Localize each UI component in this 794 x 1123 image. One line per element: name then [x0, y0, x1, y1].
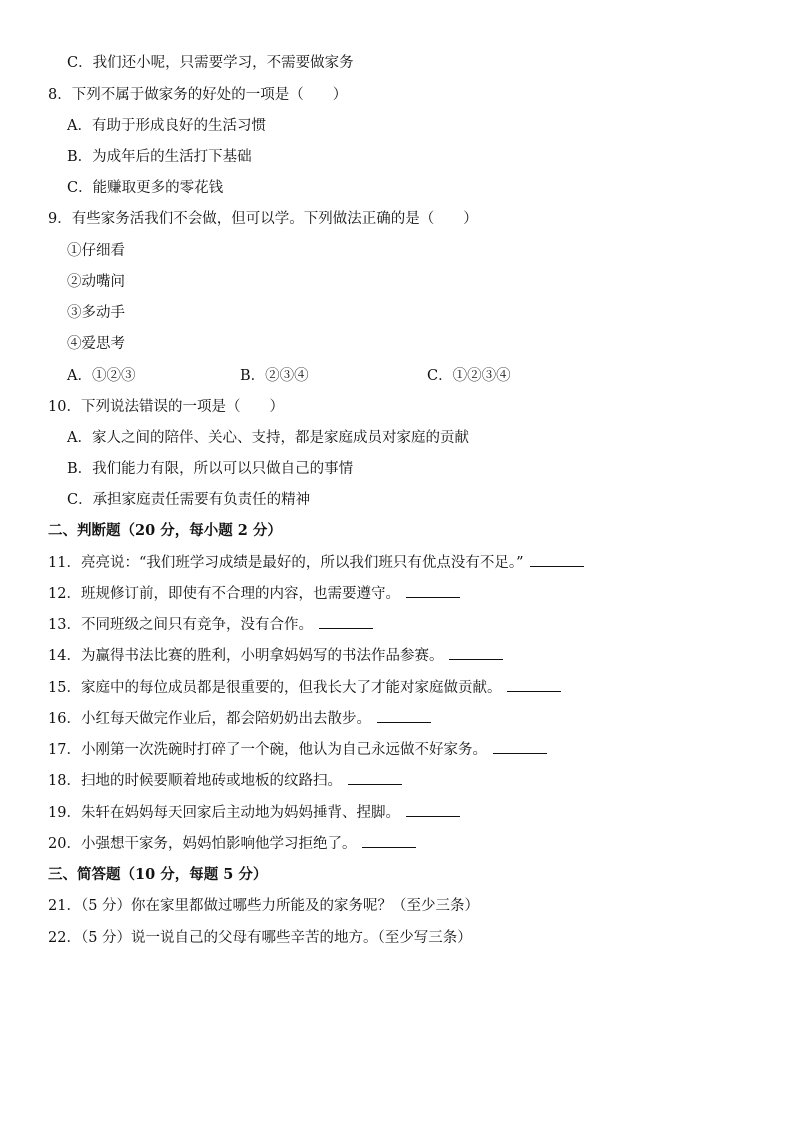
q9-item-4: ④爱思考 [67, 336, 125, 352]
question-15 [48, 678, 561, 698]
question-13 [48, 615, 373, 635]
question-17-text: 17．小刚第一次洗碗时打碎了一个碗，他认为自己永远做不好家务。 [48, 742, 487, 758]
question-18-text: 18．扫地的时候要顺着地砖或地板的纹路扫。 [48, 773, 342, 789]
answer-blank-12[interactable] [406, 596, 460, 598]
question-19 [48, 803, 460, 823]
question-17 [48, 740, 547, 760]
question-18 [48, 771, 402, 791]
section-3-heading: 三、简答题（10 分，每题 5 分） [48, 866, 268, 883]
q10-option-c: C．承担家庭责任需要有负责任的精神 [67, 492, 311, 508]
q8-option-c: C．能赚取更多的零花钱 [67, 180, 224, 196]
question-15-text: 15．家庭中的每位成员都是很重要的，但我长大了才能对家庭做贡献。 [48, 680, 502, 696]
question-12-text: 12．班规修订前，即使有不合理的内容，也需要遵守。 [48, 586, 400, 602]
question-20-text: 20．小强想干家务，妈妈怕影响他学习拒绝了。 [48, 836, 357, 852]
q8-option-b: B．为成年后的生活打下基础 [67, 149, 252, 165]
question-13-text: 13．不同班级之间只有竞争，没有合作。 [48, 617, 313, 633]
answer-blank-14[interactable] [449, 658, 503, 660]
q9-item-3: ③多动手 [67, 305, 125, 321]
answer-blank-13[interactable] [319, 627, 373, 629]
answer-blank-18[interactable] [348, 783, 402, 785]
q7-option-c: C．我们还小呢，只需要学习，不需要做家务 [67, 55, 354, 71]
answer-blank-11[interactable] [530, 565, 584, 567]
q9-option-c: C．①②③④ [427, 368, 511, 384]
answer-blank-17[interactable] [493, 752, 547, 754]
q9-option-a: A．①②③ [67, 368, 136, 384]
answer-blank-19[interactable] [406, 815, 460, 817]
question-21: 21．（5 分）你在家里都做过哪些力所能及的家务呢？（至少三条） [48, 898, 480, 914]
q10-option-a: A．家人之间的陪伴、关心、支持，都是家庭成员对家庭的贡献 [67, 430, 469, 446]
question-14-text: 14．为赢得书法比赛的胜利，小明拿妈妈写的书法作品参赛。 [48, 648, 444, 664]
question-14 [48, 646, 503, 666]
answer-blank-20[interactable] [362, 846, 416, 848]
question-22: 22．（5 分）说一说自己的父母有哪些辛苦的地方。（至少写三条） [48, 930, 472, 946]
q9-item-1: ①仔细看 [67, 243, 125, 259]
q10-option-b: B．我们能力有限，所以可以只做自己的事情 [67, 461, 354, 477]
section-2-heading: 二、判断题（20 分，每小题 2 分） [48, 522, 282, 539]
question-19-text: 19．朱轩在妈妈每天回家后主动地为妈妈捶背、捏脚。 [48, 805, 400, 821]
question-11-text: 11．亮亮说：“我们班学习成绩是最好的，所以我们班只有优点没有不足。” [48, 555, 524, 571]
question-16-text: 16．小红每天做完作业后，都会陪奶奶出去散步。 [48, 711, 371, 727]
question-11 [48, 553, 584, 573]
answer-blank-16[interactable] [377, 721, 431, 723]
q8-option-a: A．有助于形成良好的生活习惯 [67, 118, 266, 134]
q9-option-b: B．②③④ [240, 368, 309, 384]
question-20 [48, 834, 416, 854]
question-16 [48, 709, 431, 729]
q9-item-2: ②动嘴问 [67, 274, 125, 290]
question-10: 10．下列说法错误的一项是（ ） [48, 399, 284, 415]
question-8: 8．下列不属于做家务的好处的一项是（ ） [48, 87, 348, 103]
question-9: 9．有些家务活我们不会做，但可以学。下列做法正确的是（ ） [48, 211, 478, 227]
answer-blank-15[interactable] [507, 690, 561, 692]
question-12 [48, 584, 460, 604]
